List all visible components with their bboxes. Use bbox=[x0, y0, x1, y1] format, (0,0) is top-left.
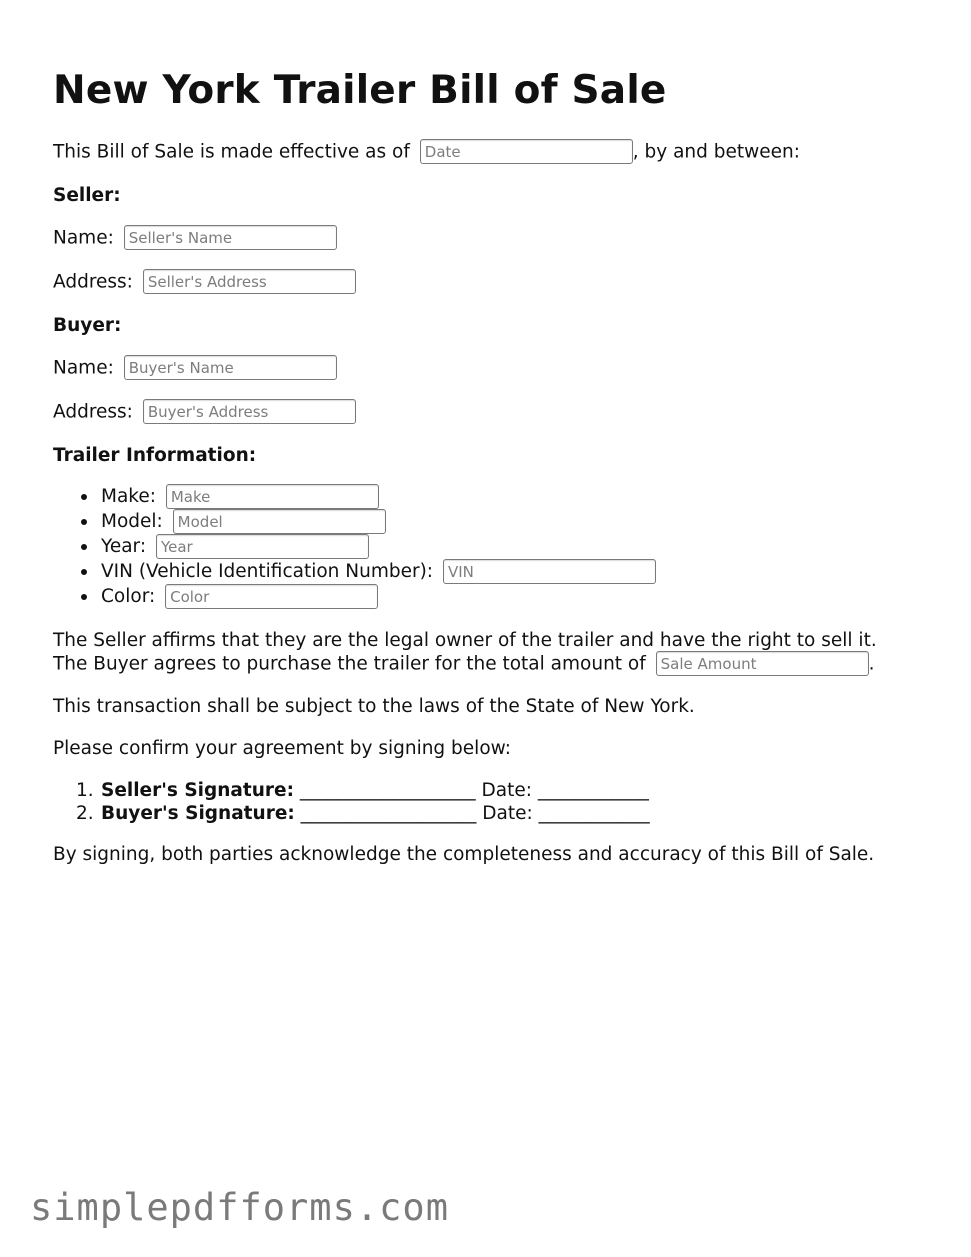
seller-signature-line: ___________________ bbox=[299, 780, 476, 801]
seller-name-label: Name: bbox=[53, 227, 114, 249]
buyer-name-label: Name: bbox=[53, 357, 114, 379]
seller-name-row bbox=[53, 226, 337, 251]
seller-name-input[interactable]: Seller's Name bbox=[124, 225, 337, 250]
buyer-name-row bbox=[53, 356, 337, 381]
page-title: New York Trailer Bill of Sale bbox=[53, 68, 667, 113]
bullet-icon bbox=[81, 519, 87, 525]
list-number: 1. bbox=[76, 780, 94, 801]
make-input[interactable]: Make bbox=[166, 484, 379, 509]
watermark: simplepdfforms.com bbox=[30, 1186, 449, 1229]
seller-date-label: Date: bbox=[481, 780, 532, 801]
seller-signature-row bbox=[76, 779, 650, 802]
model-label: Model: bbox=[101, 511, 163, 532]
affirm-suffix: . bbox=[868, 653, 875, 675]
list-item-model bbox=[101, 509, 656, 534]
buyer-address-label: Address: bbox=[53, 401, 133, 423]
buyer-name-input[interactable]: Buyer's Name bbox=[124, 355, 337, 380]
sale-amount-input[interactable]: Sale Amount bbox=[656, 651, 869, 676]
affirm-line-1: The Seller affirms that they are the legal owner of the trailer and have the right to sell it. bbox=[53, 630, 877, 651]
trailer-heading: Trailer Information: bbox=[53, 445, 257, 466]
buyer-address-row bbox=[53, 400, 356, 425]
signature-list bbox=[53, 779, 650, 825]
buyer-signature-row bbox=[76, 802, 650, 825]
seller-date-line: ____________ bbox=[537, 780, 649, 801]
date-input[interactable]: Date bbox=[420, 139, 633, 164]
confirm-statement: Please confirm your agreement by signing below: bbox=[53, 738, 511, 759]
seller-heading: Seller: bbox=[53, 185, 121, 206]
buyer-date-line: ____________ bbox=[538, 803, 650, 824]
bullet-icon bbox=[81, 594, 87, 600]
vin-input[interactable]: VIN bbox=[443, 559, 656, 584]
seller-address-label: Address: bbox=[53, 271, 133, 293]
buyer-heading: Buyer: bbox=[53, 315, 122, 336]
seller-signature-label: Seller's Signature: bbox=[101, 780, 294, 801]
bullet-icon bbox=[81, 494, 87, 500]
color-label: Color: bbox=[101, 586, 156, 607]
year-input[interactable]: Year bbox=[156, 534, 369, 559]
affirm-line-2 bbox=[53, 652, 875, 677]
buyer-signature-label: Buyer's Signature: bbox=[101, 803, 295, 824]
intro-prefix: This Bill of Sale is made effective as of bbox=[53, 141, 410, 163]
list-item-color bbox=[101, 584, 656, 609]
list-item-year bbox=[101, 534, 656, 559]
law-statement: This transaction shall be subject to the laws of the State of New York. bbox=[53, 696, 695, 717]
trailer-info-list bbox=[53, 484, 656, 609]
color-input[interactable]: Color bbox=[165, 584, 378, 609]
list-item-make bbox=[101, 484, 656, 509]
list-number: 2. bbox=[76, 803, 94, 824]
bullet-icon bbox=[81, 544, 87, 550]
seller-address-input[interactable]: Seller's Address bbox=[143, 269, 356, 294]
model-input[interactable]: Model bbox=[173, 509, 386, 534]
affirm-prefix: The Buyer agrees to purchase the trailer for the total amount of bbox=[53, 653, 646, 675]
buyer-address-input[interactable]: Buyer's Address bbox=[143, 399, 356, 424]
bullet-icon bbox=[81, 569, 87, 575]
make-label: Make: bbox=[101, 486, 156, 507]
vin-label: VIN (Vehicle Identification Number): bbox=[101, 561, 434, 582]
intro-suffix: , by and between: bbox=[632, 141, 801, 163]
closing-statement: By signing, both parties acknowledge the completeness and accuracy of this Bill of Sale. bbox=[53, 844, 875, 865]
year-label: Year: bbox=[101, 536, 147, 557]
intro-line bbox=[53, 140, 800, 165]
buyer-date-label: Date: bbox=[482, 803, 533, 824]
seller-address-row bbox=[53, 270, 356, 295]
buyer-signature-line: ___________________ bbox=[300, 803, 477, 824]
list-item-vin bbox=[101, 559, 656, 584]
